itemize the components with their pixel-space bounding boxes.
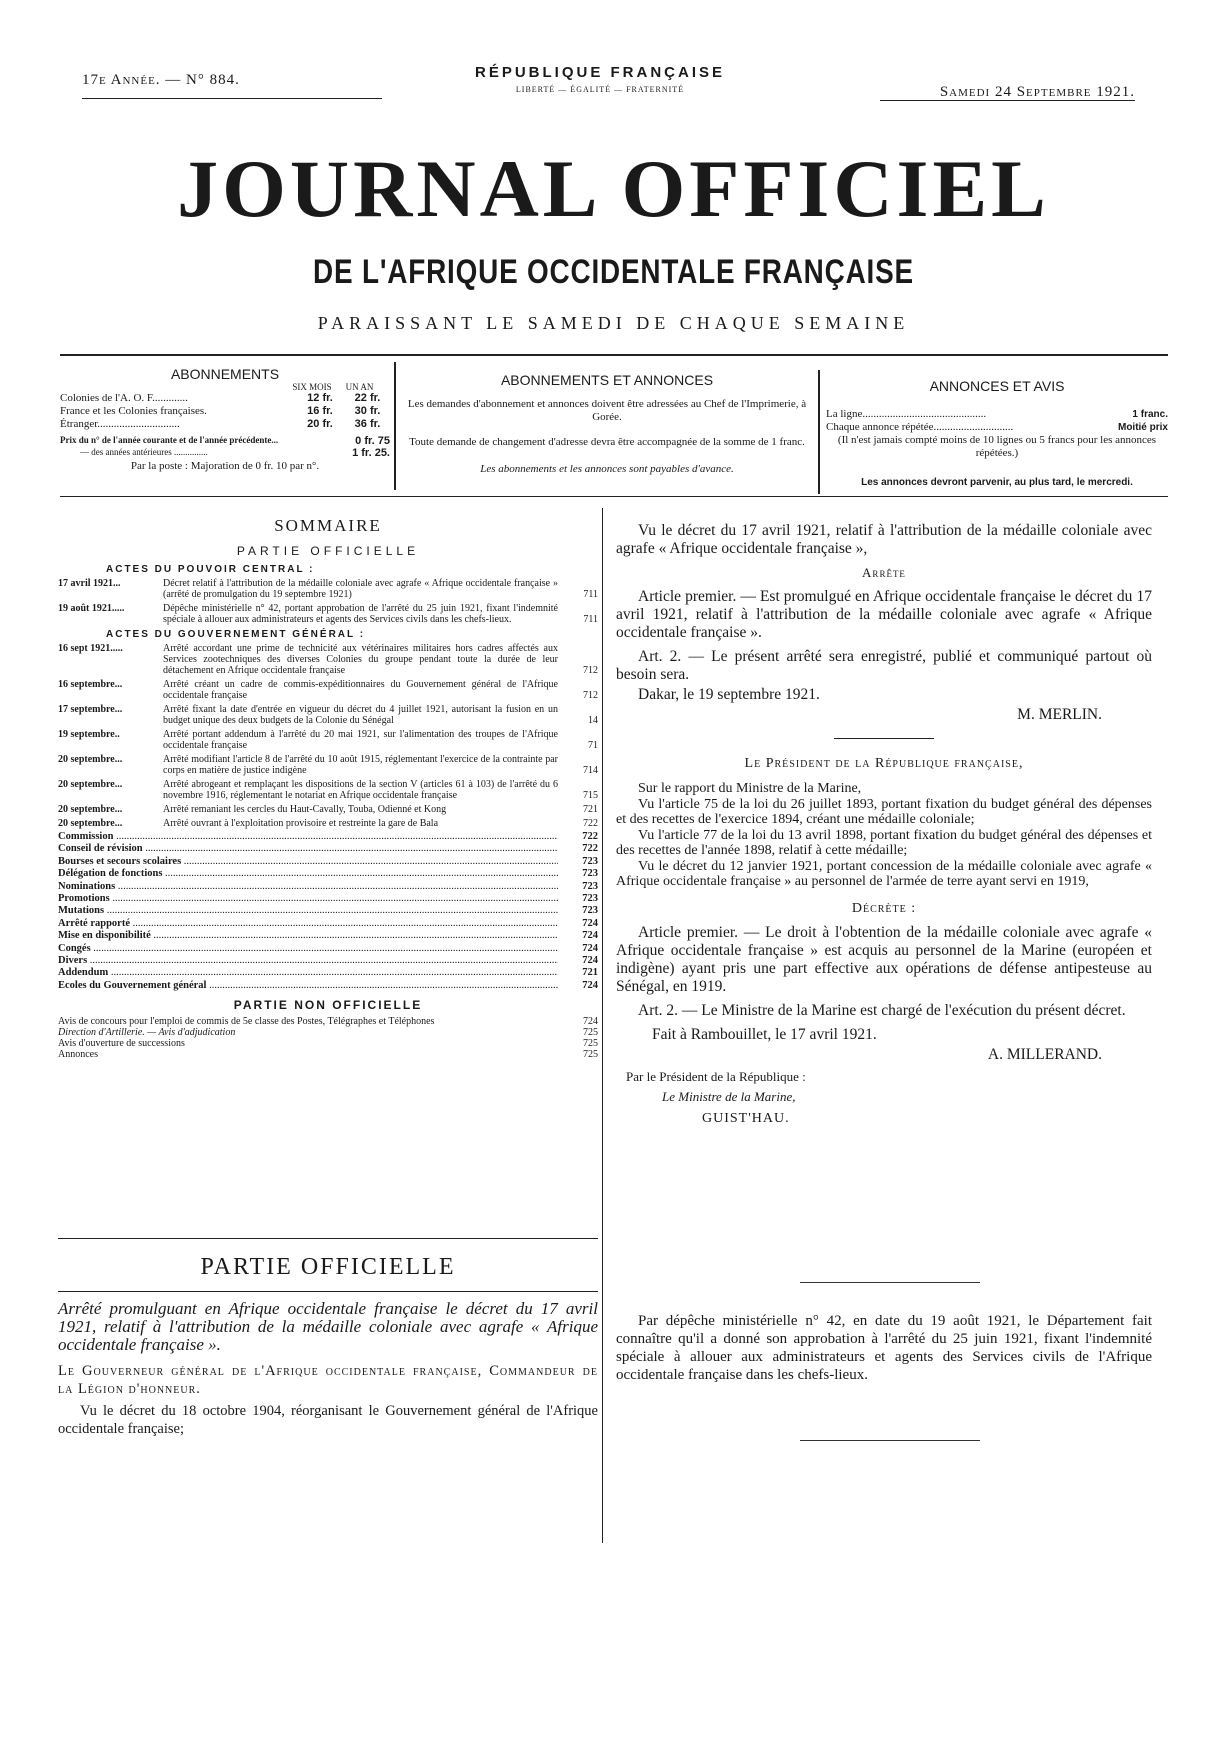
sommaire xyxy=(58,516,598,1060)
vu-loi-1893: Vu l'article 75 de la loi du 26 juillet 1893, portant fixation du budget général des dépenses et des recettes de l'exercice 1894, créant une médaille coloniale; xyxy=(616,796,1152,827)
column-divider xyxy=(602,508,603,1543)
prix-anterieur-val: 1 fr. 25. xyxy=(352,447,390,459)
misc-text: Divers ..... xyxy=(58,955,558,967)
entry-date: 20 septembre... xyxy=(58,804,123,815)
right-column xyxy=(616,522,1152,1128)
arrete-art1: Article premier. — Est promulgué en Afrique occidentale française le décret du 17 avril 1921, relatif à l'attribution de la médaille coloniale avec agrafe « Afrique occidentale française ». xyxy=(616,588,1152,641)
entry-text: Arrêté remaniant les cercles du Haut-Cavally, Touba, Odienné et Kong xyxy=(163,804,447,815)
actes-gouvernement-general: ACTES DU GOUVERNEMENT GÉNÉRAL : xyxy=(106,629,366,640)
misc-page: 721 xyxy=(582,967,598,979)
misc-entry xyxy=(58,955,598,967)
entry-text: Arrêté portant addendum à l'arrêté du 20 mai 1921, sur l'alimentation des troupes de l'Afrique occidentale française xyxy=(163,729,558,751)
partie-officielle-rule-top xyxy=(58,1238,598,1239)
partie-officielle-rule xyxy=(58,1291,598,1292)
entry-page: 715 xyxy=(583,790,598,801)
abonnement-row-an: 22 fr. xyxy=(354,392,381,404)
ornament-rule-1 xyxy=(800,1282,980,1283)
decret-art1: Article premier. — Le droit à l'obtention de la médaille coloniale avec agrafe « Afrique occidentale française » est acquis au personnel de la Marine (européen et indigène) ayant pris une part effective aux opérations de défense antipesteuse au Sénégal, en 1919. xyxy=(616,923,1152,995)
boxes-top-rule xyxy=(60,354,1168,356)
masthead-title: JOURNAL OFFICIEL xyxy=(177,143,1050,234)
ab-annonces-p3: Les abonnements et les annonces sont payables d'avance. xyxy=(480,463,734,475)
abonnements-box xyxy=(60,366,390,473)
abonnements-title: ABONNEMENTS xyxy=(170,366,280,382)
entry-text: Direction d'Artillerie. — Avis d'adjudication xyxy=(58,1027,236,1039)
annonces-note: (Il n'est jamais compté moins de 10 lignes ou 5 francs pour les annonces répétées.) xyxy=(837,434,1157,459)
entry-date: 20 septembre... xyxy=(58,818,123,829)
entry-page: 724 xyxy=(583,1016,598,1028)
misc-entry xyxy=(58,943,598,955)
boxes-divider-1 xyxy=(394,362,396,490)
decrete-label: Décrète : xyxy=(851,900,917,916)
misc-entry xyxy=(58,893,598,905)
entry-date: 16 septembre... xyxy=(58,679,123,690)
misc-text: Mise en disponibilité ..... xyxy=(58,930,558,942)
sommaire-entry xyxy=(58,754,598,776)
entry-page: 711 xyxy=(583,614,598,625)
sommaire-entry xyxy=(58,779,598,801)
misc-entry xyxy=(58,881,598,893)
ministre-marine: Le Ministre de la Marine, xyxy=(662,1088,796,1104)
separator xyxy=(834,738,934,739)
misc-entry xyxy=(58,967,598,979)
entry-date: 16 sept 1921..... xyxy=(58,643,123,654)
actes-pouvoir-central: ACTES DU POUVOIR CENTRAL : xyxy=(106,564,315,575)
header-rule-left xyxy=(82,98,382,99)
misc-text: Congés ..... xyxy=(58,943,558,955)
misc-text: Délégation de fonctions ..... xyxy=(58,868,558,880)
misc-text: Nominations ..... xyxy=(58,881,558,893)
misc-entry xyxy=(58,868,598,880)
misc-page: 723 xyxy=(582,868,598,880)
issue-number: 17e Année. — N° 884. xyxy=(82,72,240,88)
misc-page: 724 xyxy=(582,955,598,967)
depeche-paragraph xyxy=(616,1312,1152,1384)
misc-text: Ecoles du Gouvernement général ..... xyxy=(58,980,558,992)
non-officielle-entry xyxy=(58,1016,598,1027)
repetee-label: Chaque annonce répétée............................. xyxy=(826,421,1014,433)
annonces-avis-box xyxy=(826,378,1168,488)
entry-date: 19 août 1921..... xyxy=(58,603,125,614)
entry-page: 71 xyxy=(588,740,598,751)
abonnement-row-label: France et les Colonies françaises. xyxy=(60,405,207,417)
ornament-rule-2 xyxy=(800,1440,980,1441)
annonces-avis-title: ANNONCES ET AVIS xyxy=(929,378,1065,394)
sommaire-entry xyxy=(58,804,598,815)
non-officielle-entry xyxy=(58,1038,598,1049)
col-un-an: UN AN xyxy=(345,382,374,392)
entry-page: 725 xyxy=(583,1049,598,1061)
signature-merlin: M. MERLIN. xyxy=(1017,706,1102,723)
misc-page: 723 xyxy=(582,855,598,867)
fait-a: Fait à Rambouillet, le 17 avril 1921. xyxy=(652,1025,877,1043)
misc-page: 724 xyxy=(582,930,598,942)
masthead-subtitle: DE L'AFRIQUE OCCIDENTALE FRANÇAISE xyxy=(313,253,914,291)
place-date: Dakar, le 19 septembre 1921. xyxy=(638,686,820,703)
partie-officielle-heading: PARTIE OFFICIELLE xyxy=(200,1254,456,1280)
depeche-text: Par dépêche ministérielle n° 42, en date du 19 août 1921, le Département fait connaître qu'il a donné son approbation à l'arrêté du 25 juin 1921, fixant l'indemnité spéciale à allouer aux administrateurs et agents des Services civils de l'Afrique occidentale française dans les chefs-lieux. xyxy=(616,1313,1152,1383)
misc-text: Mutations ..... xyxy=(58,905,558,917)
entry-text: Arrêté créant un cadre de commis-expéditionnaires du Gouvernement général de l'Afrique occidentale française xyxy=(163,679,558,701)
entry-text: Arrêté ouvrant à l'exploitation provisoire et restreinte la gare de Bala xyxy=(163,818,439,829)
abonnement-row-label: Étranger.............................. xyxy=(60,418,180,430)
entry-page: 14 xyxy=(588,715,598,726)
misc-text: Conseil de révision ..... xyxy=(58,843,558,855)
abonnement-row xyxy=(60,392,390,405)
entry-page: 725 xyxy=(583,1038,598,1050)
sommaire-entry xyxy=(58,578,598,600)
misc-entry xyxy=(58,930,598,942)
entry-page: 721 xyxy=(583,804,598,815)
repetee-val: Moitié prix xyxy=(1117,422,1168,433)
sommaire-title: SOMMAIRE xyxy=(274,516,382,535)
republic-label: RÉPUBLIQUE FRANÇAISE xyxy=(474,64,725,81)
arrete-title: Arrêté promulguant en Afrique occidentale française le décret du 17 avril 1921, relatif à l'attribution de la médaille coloniale avec agrafe « Afrique occidentale française ». xyxy=(58,1299,598,1354)
abonnement-row-six: 20 fr. xyxy=(307,418,333,430)
sommaire-entry xyxy=(58,603,598,625)
abonnement-row-six: 16 fr. xyxy=(307,405,333,417)
entry-text: Arrêté accordant une prime de technicité aux vétérinaires militaires hors cadres affectés aux Services zootechniques des diverses Colonies du groupe pendant toute la durée de leur détachement en Afrique occidentale française xyxy=(163,643,558,676)
entry-text: Décret relatif à l'attribution de la médaille coloniale avec agrafe « Afrique occidentale française » (arrêté de promulgation du 19 septembre 1921) xyxy=(163,578,558,600)
entry-text: Avis de concours pour l'emploi de commis de 5e classe des Postes, Télégraphes et Téléphones xyxy=(58,1016,435,1028)
misc-page: 723 xyxy=(582,880,598,892)
misc-text: Addendum ..... xyxy=(58,967,558,979)
entry-text: Dépêche ministérielle n° 42, portant approbation de l'arrêté du 25 juin 1921, fixant l'indemnité spéciale à allouer aux administrateurs et agents des Services civils dans les chefs-lieux. xyxy=(163,603,558,625)
entry-page: 725 xyxy=(583,1027,598,1039)
signature-guisthau: GUIST'HAU. xyxy=(702,1110,790,1126)
entry-page: 712 xyxy=(583,690,598,701)
misc-page: 723 xyxy=(582,905,598,917)
ligne-label: La ligne............................................. xyxy=(826,408,987,420)
republic-motto: LIBERTÉ — ÉGALITÉ — FRATERNITÉ xyxy=(515,85,685,94)
abonnement-row-an: 30 fr. xyxy=(354,405,381,417)
col-six-mois: SIX MOIS xyxy=(292,382,332,392)
boxes-bottom-rule xyxy=(60,496,1168,497)
par-le-president: Par le Président de la République : xyxy=(626,1068,806,1084)
misc-text: Bourses et secours scolaires ..... xyxy=(58,856,558,868)
signature-millerand: A. MILLERAND. xyxy=(987,1045,1102,1063)
entry-date: 17 avril 1921... xyxy=(58,578,121,589)
abonnement-row-an: 36 fr. xyxy=(354,418,381,430)
vu-decret-1904: Vu le décret du 18 octobre 1904, réorganisant le Gouvernement général de l'Afrique occidentale française; xyxy=(58,1403,598,1437)
misc-text: Promotions ..... xyxy=(58,893,558,905)
misc-entry xyxy=(58,856,598,868)
prix-numero-label: Prix du n° de l'année courante et de l'année précédente... xyxy=(60,435,279,445)
gouverneur-general: Le Gouverneur général de l'Afrique occidentale française, Commandeur de la Légion d'honneur. xyxy=(58,1363,598,1397)
entry-page: 712 xyxy=(583,665,598,676)
rapport: Sur le rapport du Ministre de la Marine, xyxy=(638,781,862,796)
misc-entry xyxy=(58,831,598,843)
decret-art2: Art. 2. — Le Ministre de la Marine est chargé de l'exécution du présent décret. xyxy=(638,1001,1126,1019)
partie-officielle xyxy=(58,1254,598,1438)
entry-text: Arrêté fixant la date d'entrée en vigueur du décret du 4 juillet 1921, autorisant la fusion en un budget unique des deux budgets de la Colonie du Sénégal xyxy=(163,704,558,726)
entry-date: 20 septembre... xyxy=(58,779,123,790)
misc-page: 722 xyxy=(582,831,598,842)
abonnement-row-six: 12 fr. xyxy=(307,392,333,404)
sommaire-entry xyxy=(58,679,598,701)
ab-annonces-p1: Les demandes d'abonnement et annonces doivent être adressées au Chef de l'Imprimerie, à Gorée. xyxy=(407,398,807,423)
arrete-label: Arrête xyxy=(862,565,906,580)
sommaire-entry xyxy=(58,729,598,751)
abonnement-row-label: Colonies de l'A. O. F............. xyxy=(60,392,188,404)
misc-entry xyxy=(58,918,598,930)
non-officielle-entry xyxy=(58,1027,598,1038)
annonces-deadline: Les annonces devront parvenir, au plus tard, le mercredi. xyxy=(861,477,1133,488)
sommaire-entry xyxy=(58,818,598,829)
vu-decret: Vu le décret du 17 avril 1921, relatif à l'attribution de la médaille coloniale avec agrafe « Afrique occidentale française », xyxy=(616,522,1152,557)
entry-text: Arrêté modifiant l'article 8 de l'arrêté du 10 août 1915, réglementant l'exercice de la contrainte par corps en matière de justice indigène xyxy=(163,754,558,776)
boxes-divider-2 xyxy=(818,370,820,494)
header-rule-right xyxy=(880,100,1135,101)
entry-date: 20 septembre... xyxy=(58,754,123,765)
entry-page: 711 xyxy=(583,589,598,600)
entry-text: Avis d'ouverture de successions xyxy=(58,1038,185,1050)
vu-loi-1898: Vu l'article 77 de la loi du 13 avril 1898, portant fixation du budget général des dépenses et des recettes de l'année 1898, relatif à cette médaille; xyxy=(616,827,1152,858)
vu-decret-1921: Vu le décret du 12 janvier 1921, portant concession de la médaille coloniale avec agrafe « Afrique occidentale française » au personnel de l'armée de terre ayant servi en 1919, xyxy=(616,858,1152,889)
misc-page: 722 xyxy=(582,843,598,855)
misc-page: 724 xyxy=(582,979,598,991)
poste-majoration: Par la poste : Majoration de 0 fr. 10 par n°. xyxy=(130,460,320,472)
prix-numero-val: 0 fr. 75 xyxy=(355,435,390,447)
entry-text: Arrêté abrogeant et remplaçant les dispositions de la section V (articles 61 à 103) de l'arrêté du 6 novembre 1916, réglementant le notariat en Afrique occidentale française xyxy=(163,779,558,801)
masthead-periodicity: PARAISSANT LE SAMEDI DE CHAQUE SEMAINE xyxy=(317,313,910,333)
sommaire-partie-officielle: PARTIE OFFICIELLE xyxy=(236,544,420,558)
partie-non-officielle: PARTIE NON OFFICIELLE xyxy=(233,998,423,1013)
misc-page: 724 xyxy=(582,917,598,929)
misc-entry xyxy=(58,843,598,855)
decret-preamble xyxy=(616,781,1152,890)
abonnement-row xyxy=(60,418,390,431)
misc-page: 724 xyxy=(582,942,598,954)
entry-page: 722 xyxy=(583,818,598,829)
entry-page: 714 xyxy=(583,765,598,776)
header-republic-block xyxy=(420,64,780,94)
issue-date: Samedi 24 Septembre 1921. xyxy=(939,84,1135,100)
abonnement-row xyxy=(60,405,390,418)
president-label: Le Président de la République française, xyxy=(744,756,1024,771)
entry-date: 17 septembre... xyxy=(58,704,123,715)
ab-annonces-title: ABONNEMENTS ET ANNONCES xyxy=(500,372,714,388)
entry-date: 19 septembre.. xyxy=(58,729,120,740)
prix-anterieur-label: — des années antérieures ............... xyxy=(80,447,208,457)
ab-annonces-box xyxy=(402,372,812,476)
ligne-val: 1 franc. xyxy=(1132,409,1168,420)
entry-text: Annonces xyxy=(58,1049,98,1061)
misc-text: Arrêté rapporté ..... xyxy=(58,918,558,930)
misc-text: Commission ..... xyxy=(58,831,558,843)
non-officielle-entry xyxy=(58,1049,598,1060)
sommaire-misc-list xyxy=(58,831,598,992)
sommaire-entry xyxy=(58,704,598,726)
misc-page: 723 xyxy=(582,893,598,905)
sommaire-entry xyxy=(58,643,598,676)
arrete-art2: Art. 2. — Le présent arrêté sera enregistré, publié et communiqué partout où besoin sera. xyxy=(616,648,1152,683)
ab-annonces-p2: Toute demande de changement d'adresse devra être accompagnée de la somme de 1 franc. xyxy=(409,436,805,448)
misc-entry xyxy=(58,905,598,917)
misc-entry xyxy=(58,980,598,992)
